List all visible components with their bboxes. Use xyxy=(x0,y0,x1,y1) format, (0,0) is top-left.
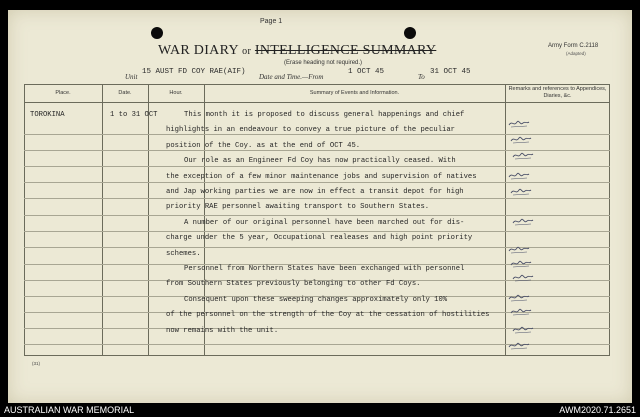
title-war-diary: WAR DIARY xyxy=(158,43,239,58)
ruled-line xyxy=(24,166,610,167)
ruled-line xyxy=(24,231,610,232)
column-header-date: Date. xyxy=(118,90,132,96)
column-header-remarks: Remarks and references to Appendices, Diaries, &c. xyxy=(508,86,607,99)
col-divider-place xyxy=(102,84,103,355)
unit-label: Unit xyxy=(125,73,138,81)
col-divider-date xyxy=(148,84,149,355)
summary-line: priority RAE personnel awaiting transport to Southern States. xyxy=(166,203,430,212)
army-form-adapted: (Adapted) xyxy=(566,51,586,56)
initials-mark xyxy=(512,324,534,334)
initials-mark xyxy=(508,292,530,302)
table-bottom-border xyxy=(24,355,610,356)
title-intelligence-summary: INTELLIGENCE SUMMARY xyxy=(254,43,437,58)
initials-mark xyxy=(508,170,530,180)
summary-line: from Southern States previously belonging to other Fd Coys. xyxy=(166,280,421,289)
from-date-value: 1 OCT 45 xyxy=(348,68,385,76)
summary-line: Personnel from Northern States have been exchanged with personnel xyxy=(184,265,465,273)
diary-page xyxy=(8,10,632,403)
archive-footer xyxy=(0,403,640,417)
punch-hole-right xyxy=(404,27,416,39)
datetime-label: Date and Time.—From xyxy=(259,73,324,81)
table-left-border xyxy=(24,84,25,355)
column-header-hour: Hour. xyxy=(169,90,183,96)
summary-line: of the personnel on the strength of the Coy at the cessation of hostilities xyxy=(166,311,490,320)
ruled-line xyxy=(24,182,610,183)
initials-mark xyxy=(508,340,530,350)
to-label: To xyxy=(418,73,425,81)
summary-line: Consequent upon these sweeping changes approximately only 10% xyxy=(184,295,448,304)
table-top-border xyxy=(24,84,610,85)
summary-line: the exception of a few minor maintenance jobs and supervision of natives xyxy=(166,172,477,181)
ruled-line xyxy=(24,198,610,199)
title-or: or xyxy=(242,46,252,57)
initials-mark xyxy=(508,244,530,254)
summary-line: charge under the 5 year, Occupational realeases and high point priority xyxy=(166,234,473,243)
summary-line: A number of our original personnel have been marched out for dis- xyxy=(184,218,465,227)
initials-mark xyxy=(510,258,532,268)
summary-line: Our role as an Engineer Fd Coy has now practically ceased. With xyxy=(184,157,456,166)
punch-hole-left xyxy=(151,27,163,39)
summary-line: now remains with the unit. xyxy=(166,326,279,335)
archive-name: AUSTRALIAN WAR MEMORIAL xyxy=(4,405,135,415)
form-title xyxy=(158,43,436,59)
table-right-border xyxy=(609,84,610,355)
summary-line: position of the Coy. as at the end of OCT 45. xyxy=(166,141,361,150)
col-divider-summary xyxy=(505,84,506,355)
initials-mark xyxy=(510,306,532,316)
initials-mark xyxy=(510,134,532,144)
army-form-number: Army Form C.2118 xyxy=(548,43,599,49)
initials-mark xyxy=(512,216,534,226)
archive-reference: AWM2020.71.2651 xyxy=(559,405,636,415)
erase-note: (Erase heading not required.) xyxy=(284,60,363,66)
summary-line: schemes. xyxy=(166,249,201,258)
column-header-place: Place. xyxy=(55,90,71,96)
initials-mark xyxy=(510,186,532,196)
page-number: Page 1 xyxy=(260,18,283,25)
summary-line: highlights in an endeavour to convey a true picture of the peculiar xyxy=(166,126,455,135)
column-header-summary: Summary of Events and Information. xyxy=(309,90,400,96)
to-date-value: 31 OCT 45 xyxy=(430,68,471,76)
summary-line: and Jap working parties we are now in effect a transit depot for high xyxy=(166,188,464,196)
initials-mark xyxy=(508,118,530,128)
initials-mark xyxy=(512,150,534,160)
date-value: 1 to 31 OCT xyxy=(110,111,158,119)
unit-value: 15 AUST FD COY RAE(AIF) xyxy=(142,68,246,76)
form-print-number: (31) xyxy=(32,361,41,366)
table-header-border xyxy=(24,102,610,103)
initials-mark xyxy=(512,272,534,282)
summary-line: This month it is proposed to discuss general happenings and chief xyxy=(184,111,465,119)
place-value: TOROKINA xyxy=(30,111,65,119)
